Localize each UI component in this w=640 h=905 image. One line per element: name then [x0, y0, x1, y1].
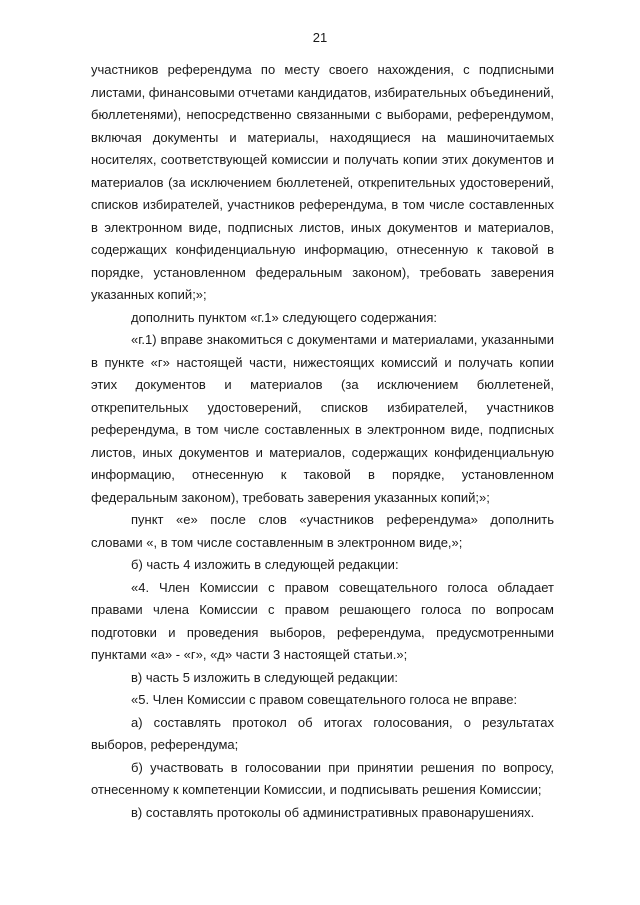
paragraph: в) составлять протоколы об административных правонарушениях. [131, 804, 535, 820]
paragraph: б) участвовать в голосовании при принятии решения по вопросу, отнесенному к компетенции Комиссии, и подписывать решения Комиссии; [91, 759, 554, 797]
paragraph: участников референдума по месту своего нахождения, с подписными листами, финансовыми отчетами кандидатов, избирательных объединений, бюллетенями), непосредственно связанными с выборами, референдумом, включая документы и материалы, находящиеся на машиночитаемых носителях, соответствующей комиссии и получать копии этих документов и материалов (за исключением бюллетеней, открепительных удостоверений, списков избирателей, участников референдума, в том числе составленных в электронном виде, подписных листов, иных документов и материалов, содержащих конфиденциальную информацию, отнесенную к таковой в порядке, установленном федеральным законом), требовать заверения указанных копий;»; [91, 62, 554, 302]
document-body [91, 59, 554, 824]
paragraph: дополнить пунктом «г.1» следующего содержания: [131, 309, 437, 325]
paragraph: «4. Член Комиссии с правом совещательного голоса обладает правами члена Комиссии с правом решающего голоса по вопросам подготовки и проведения выборов, референдума, предусмотренными пунктами «а» - «г», «д» части 3 настоящей статьи.»; [91, 579, 554, 662]
paragraph: в) часть 5 изложить в следующей редакции: [131, 669, 399, 685]
page-number: 21 [312, 30, 328, 45]
paragraph: «5. Член Комиссии с правом совещательного голоса не вправе: [131, 692, 518, 707]
paragraph: пункт «е» после слов «участников референдума» дополнить словами «, в том числе составленным в электронном виде,»; [91, 512, 554, 550]
paragraph: б) часть 4 изложить в следующей редакции: [131, 557, 399, 572]
paragraph: «г.1) вправе знакомиться с документами и материалами, указанными в пункте «г» настоящей части, нижестоящих комиссий и получать копии этих документов и материалов (за исключением бюллетеней, открепительных удостоверений, списков избирателей, участников референдума, в том числе составленных в электронном виде, подписных листов, иных документов и материалов, содержащих конфиденциальную информацию, отнесенную к таковой в порядке, установленном федеральным законом), требовать заверения указанных копий;»; [91, 332, 554, 505]
paragraph: а) составлять протокол об итогах голосования, о результатах выборов, референдума; [91, 714, 554, 752]
